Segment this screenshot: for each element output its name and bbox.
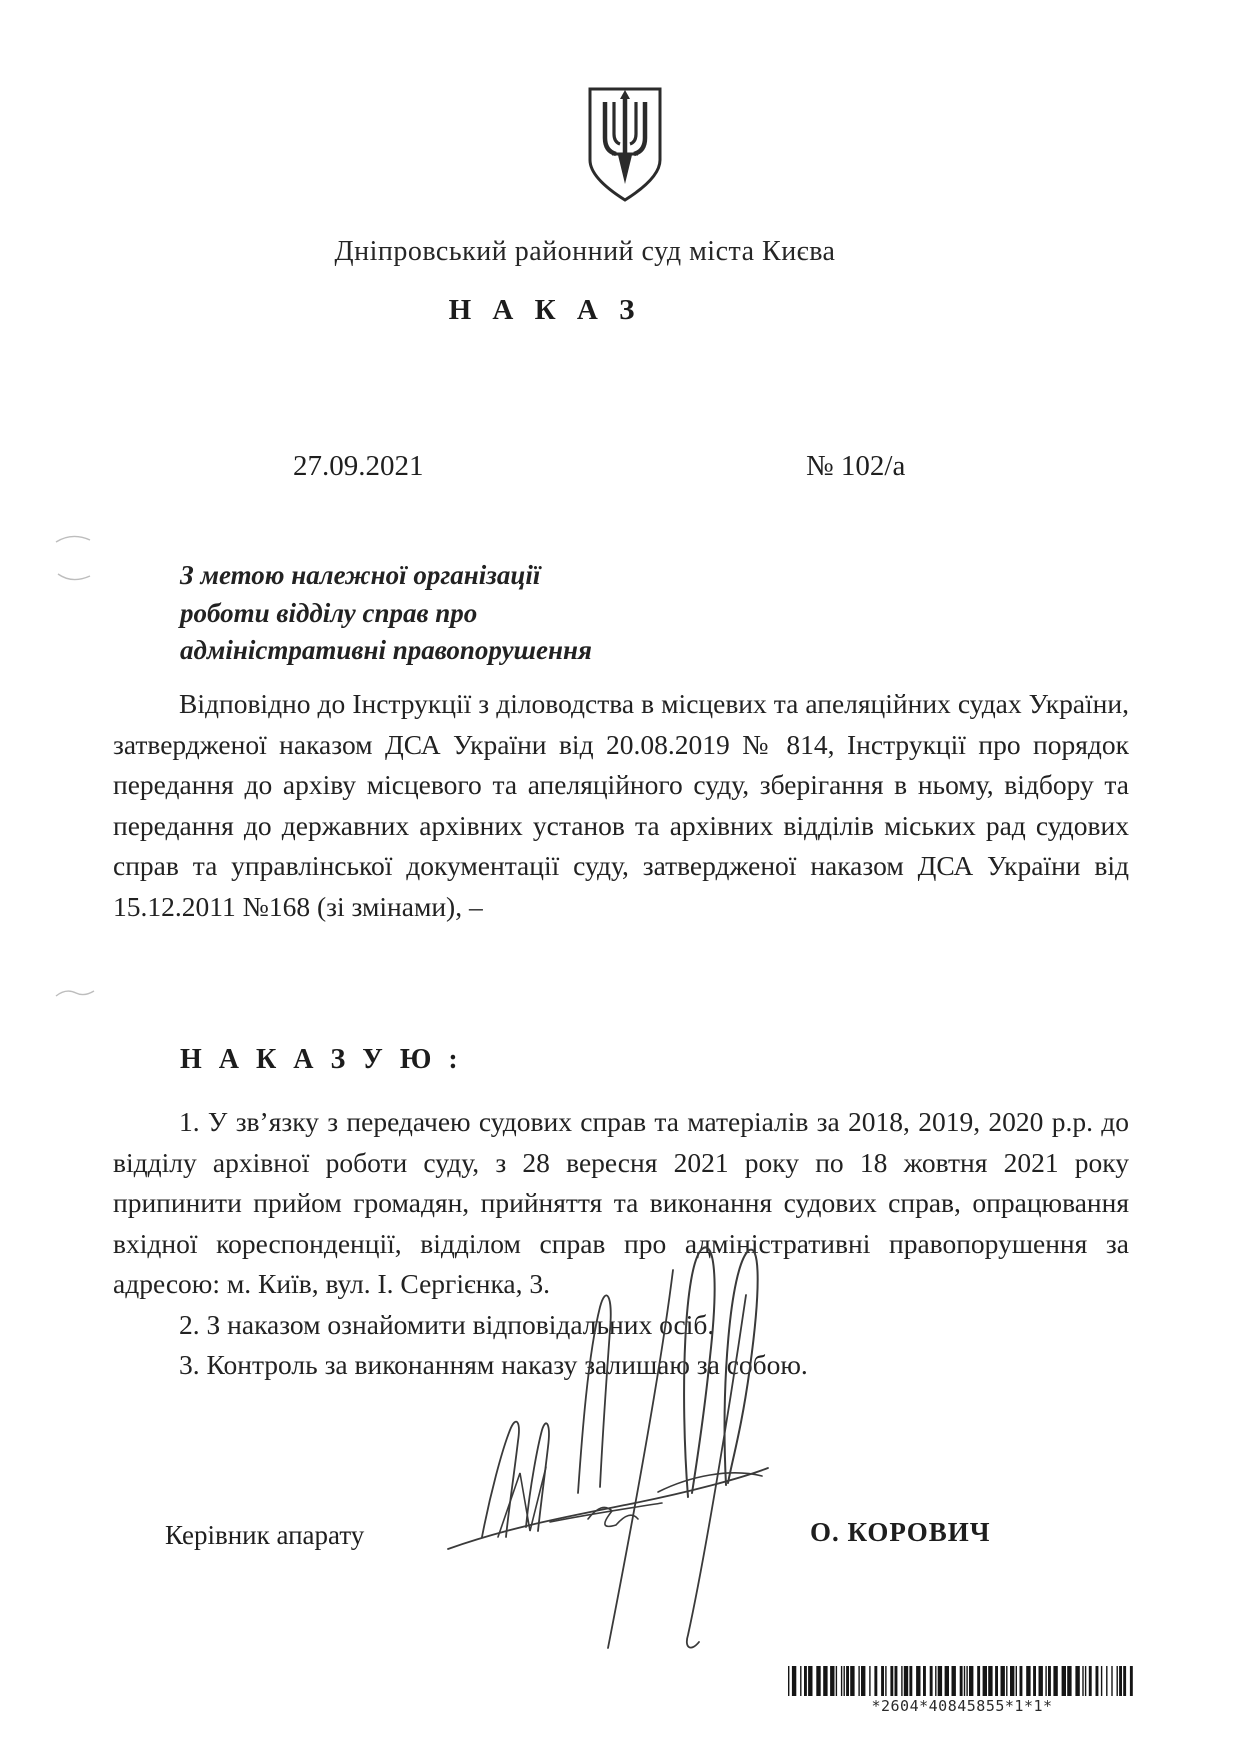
scan-artifact — [50, 528, 110, 588]
handwritten-signature-icon — [430, 1235, 780, 1655]
signer-title: Керівник апарату — [165, 1520, 365, 1550]
document-title: Н А К А З — [448, 294, 642, 326]
purpose-line: З метою належної організації — [180, 560, 541, 590]
order-item: 1. У зв’язку з передачею судових справ та матеріалів за 2018, 2019, 2020 р.р. до відділу архівної роботи суду, з 28 вересня 2021 року по 18 жовтня 2021 року припинити прийом громадян, прийняття та виконання судових справ, опрацювання вхідної кореспонденції, відділом справ про адміністративні правопорушення за адресою: м. Київ, вул. І. Сергієнка, 3. — [113, 1106, 1129, 1299]
purpose-statement — [180, 557, 720, 670]
preamble-paragraph: Відповідно до Інструкції з діловодства в місцевих та апеляційних судах України, затвердженої наказом ДСА України від 20.08.2019 № 814, Інструкції про порядок передання до архіву місцевого та апеляційного суду, зберігання в ньому, відбору та передання до державних архівних установ та архівних відділів міських рад судових справ та управлінської документації суду, затвердженої наказом ДСА України від 15.12.2011 №168 (зі змінами), – — [113, 688, 1129, 922]
order-item: 3. Контроль за виконанням наказу залишаю за собою. — [179, 1349, 808, 1380]
scan-artifact — [52, 984, 102, 1004]
signer-name: О. КОРОВИЧ — [810, 1517, 991, 1547]
order-item: 2. З наказом ознайомити відповідальних осіб. — [179, 1308, 715, 1340]
barcode — [788, 1666, 1136, 1715]
court-name: Дніпровський районний суд міста Києва — [334, 236, 836, 267]
barcode-text: *2604*40845855*1*1* — [871, 1697, 1053, 1715]
ukraine-trident-emblem-icon — [586, 86, 664, 204]
document-number: № 102/а — [806, 450, 906, 482]
purpose-line: роботи відділу справ про — [180, 597, 478, 628]
barcode-icon — [788, 1666, 1136, 1696]
purpose-line: адміністративні правопорушення — [180, 635, 592, 665]
document-date: 27.09.2021 — [293, 450, 424, 482]
order-heading: Н А К А З У Ю : — [180, 1044, 463, 1075]
